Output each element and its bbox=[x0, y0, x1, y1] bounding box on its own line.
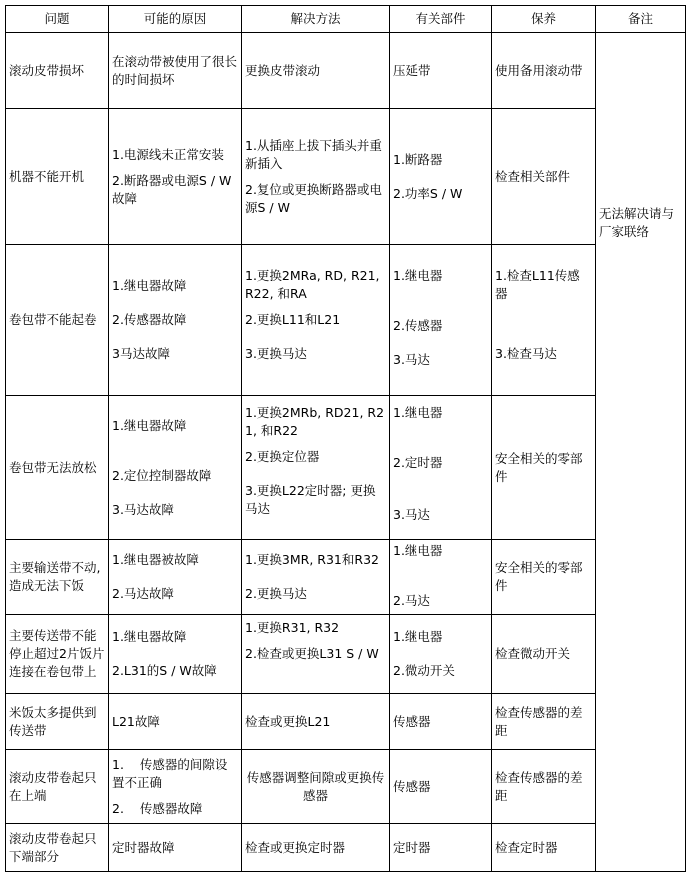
solution-line: 3.更换马达 bbox=[245, 346, 307, 361]
problem-cell: 卷包带不能起卷 bbox=[6, 245, 109, 396]
cause-line: 2.传感器故障 bbox=[112, 312, 187, 327]
solutions-cell bbox=[242, 245, 390, 396]
maintenance-line: 检查传感器的差距 bbox=[495, 769, 583, 803]
cause-line: 2. 传感器故障 bbox=[112, 800, 203, 816]
cause-line: 1.继电器故障 bbox=[112, 278, 187, 293]
header-row bbox=[6, 6, 686, 33]
solution-line: 2.更换定位器 bbox=[245, 449, 320, 464]
table-row bbox=[6, 33, 686, 109]
part-line: 定时器 bbox=[393, 839, 431, 855]
part-line: 2.功率S / W bbox=[393, 185, 463, 201]
header-maintenance: 保养 bbox=[492, 6, 596, 33]
solutions-cell bbox=[242, 396, 390, 540]
solution-line: 2.更换L11和L21 bbox=[245, 312, 341, 327]
parts-cell bbox=[390, 109, 492, 245]
table-row bbox=[6, 396, 686, 540]
troubleshooting-table bbox=[5, 5, 686, 872]
table-row bbox=[6, 824, 686, 872]
header-solutions: 解决方法 bbox=[242, 6, 390, 33]
solutions-cell bbox=[242, 824, 390, 872]
problem-cell: 米饭太多提供到传送带 bbox=[6, 694, 109, 750]
parts-cell bbox=[390, 694, 492, 750]
causes-cell bbox=[109, 33, 242, 109]
maintenance-line: 安全相关的零部件 bbox=[495, 560, 583, 593]
solution-line: 2.更换马达 bbox=[245, 586, 307, 601]
solutions-cell bbox=[242, 33, 390, 109]
solution-line: 1.从插座上拔下插头并重新插入 bbox=[245, 137, 382, 171]
cause-line: 2.L31的S / W故障 bbox=[112, 663, 217, 678]
solution-line: 2.检查或更换L31 S / W bbox=[245, 646, 379, 661]
table-row bbox=[6, 540, 686, 615]
maintenance-line: 检查相关部件 bbox=[495, 168, 571, 184]
table-row bbox=[6, 245, 686, 396]
solution-line: 1.更换R31, R32 bbox=[245, 620, 340, 635]
cause-line: 3马达故障 bbox=[112, 346, 170, 361]
causes-cell bbox=[109, 694, 242, 750]
solutions-cell bbox=[242, 694, 390, 750]
maintenance-cell bbox=[492, 245, 596, 396]
problem-cell: 滚动皮带损坏 bbox=[6, 33, 109, 109]
solution-line: 3.更换L22定时器; 更换马达 bbox=[245, 483, 376, 516]
causes-cell bbox=[109, 109, 242, 245]
solution-line: 更换皮带滚动 bbox=[245, 62, 321, 78]
solution-line: 1.更换3MR, R31和R32 bbox=[245, 552, 379, 567]
part-line: 传感器 bbox=[393, 778, 431, 794]
table-row bbox=[6, 109, 686, 245]
cause-line: 1.电源线未正常安装 bbox=[112, 146, 224, 162]
solutions-cell bbox=[242, 109, 390, 245]
cause-line: 在滚动带被使用了很长的时间损坏 bbox=[112, 53, 238, 87]
maintenance-cell bbox=[492, 33, 596, 109]
table-row bbox=[6, 750, 686, 824]
problem-cell: 主要输送带不动, 造成无法下饭 bbox=[6, 540, 109, 615]
part-line: 3.马达 bbox=[393, 507, 430, 522]
causes-cell bbox=[109, 615, 242, 694]
causes-cell bbox=[109, 245, 242, 396]
causes-cell bbox=[109, 540, 242, 615]
maintenance-cell bbox=[492, 109, 596, 245]
cause-line: 1.继电器故障 bbox=[112, 417, 187, 433]
problem-cell: 卷包带无法放松 bbox=[6, 396, 109, 540]
solution-line: 1.更换2MRa, RD, R21, R22, 和RA bbox=[245, 268, 380, 301]
cause-line: L21故障 bbox=[112, 713, 160, 729]
parts-cell bbox=[390, 540, 492, 615]
header-note: 备注 bbox=[596, 6, 686, 33]
part-line: 2.定时器 bbox=[393, 455, 443, 470]
parts-cell bbox=[390, 750, 492, 824]
solution-line: 检查或更换定时器 bbox=[245, 839, 346, 855]
part-line: 2.微动开关 bbox=[393, 663, 455, 678]
causes-cell bbox=[109, 396, 242, 540]
part-line: 1.继电器 bbox=[393, 405, 443, 420]
header-problem: 问题 bbox=[6, 6, 109, 33]
solution-line: 传感器调整间隙或更换传感器 bbox=[246, 769, 385, 803]
cause-line: 3.马达故障 bbox=[112, 501, 174, 517]
maintenance-cell bbox=[492, 615, 596, 694]
table-row bbox=[6, 694, 686, 750]
cause-line: 1.继电器故障 bbox=[112, 629, 187, 644]
part-line: 压延带 bbox=[393, 62, 431, 78]
part-line: 1.继电器 bbox=[393, 268, 443, 283]
maintenance-cell bbox=[492, 396, 596, 540]
parts-cell bbox=[390, 396, 492, 540]
maintenance-line: 检查定时器 bbox=[495, 839, 558, 855]
cause-line: 定时器故障 bbox=[112, 839, 175, 855]
part-line: 2.马达 bbox=[393, 593, 430, 608]
maintenance-line: 检查传感器的差距 bbox=[495, 704, 583, 738]
solution-line: 检查或更换L21 bbox=[245, 713, 331, 729]
part-line: 3.马达 bbox=[393, 352, 430, 367]
solution-line: 1.更换2MRb, RD21, R21, 和R22 bbox=[245, 405, 385, 438]
solutions-cell bbox=[242, 750, 390, 824]
maintenance-line: 使用备用滚动带 bbox=[495, 62, 583, 78]
cause-line: 2.定位控制器故障 bbox=[112, 467, 212, 483]
part-line: 1.继电器 bbox=[393, 543, 443, 558]
solutions-cell bbox=[242, 615, 390, 694]
causes-cell bbox=[109, 750, 242, 824]
part-line: 1.继电器 bbox=[393, 629, 443, 644]
cause-line: 2.断路器或电源S / W故障 bbox=[112, 172, 232, 206]
table-row bbox=[6, 615, 686, 694]
header-causes: 可能的原因 bbox=[109, 6, 242, 33]
maintenance-cell bbox=[492, 694, 596, 750]
part-line: 1.断路器 bbox=[393, 151, 443, 167]
header-parts: 有关部件 bbox=[390, 6, 492, 33]
parts-cell bbox=[390, 615, 492, 694]
maintenance-cell bbox=[492, 540, 596, 615]
maintenance-line: 1.检查L11传感器 bbox=[495, 268, 580, 301]
maintenance-cell bbox=[492, 750, 596, 824]
causes-cell bbox=[109, 824, 242, 872]
part-line: 传感器 bbox=[393, 713, 431, 729]
problem-cell: 滚动皮带卷起只在上端 bbox=[6, 750, 109, 824]
maintenance-line: 安全相关的零部件 bbox=[495, 450, 583, 484]
maintenance-line: 检查微动开关 bbox=[495, 646, 571, 661]
cause-line: 1.继电器被故障 bbox=[112, 552, 199, 567]
maintenance-line: 3.检查马达 bbox=[495, 346, 557, 361]
maintenance-cell bbox=[492, 824, 596, 872]
note-text: 无法解决请与厂家联络 bbox=[599, 206, 675, 239]
parts-cell bbox=[390, 33, 492, 109]
parts-cell bbox=[390, 245, 492, 396]
problem-cell: 主要传送带不能停止超过2片饭片连接在卷包带上 bbox=[6, 615, 109, 694]
part-line: 2.传感器 bbox=[393, 318, 443, 333]
solutions-cell bbox=[242, 540, 390, 615]
solution-line: 2.复位或更换断路器或电源S / W bbox=[245, 181, 382, 215]
cause-line: 1. 传感器的间隙设置不正确 bbox=[112, 756, 228, 790]
problem-cell: 机器不能开机 bbox=[6, 109, 109, 245]
cause-line: 2.马达故障 bbox=[112, 586, 174, 601]
parts-cell bbox=[390, 824, 492, 872]
note-cell bbox=[596, 33, 686, 872]
problem-cell: 滚动皮带卷起只下端部分 bbox=[6, 824, 109, 872]
